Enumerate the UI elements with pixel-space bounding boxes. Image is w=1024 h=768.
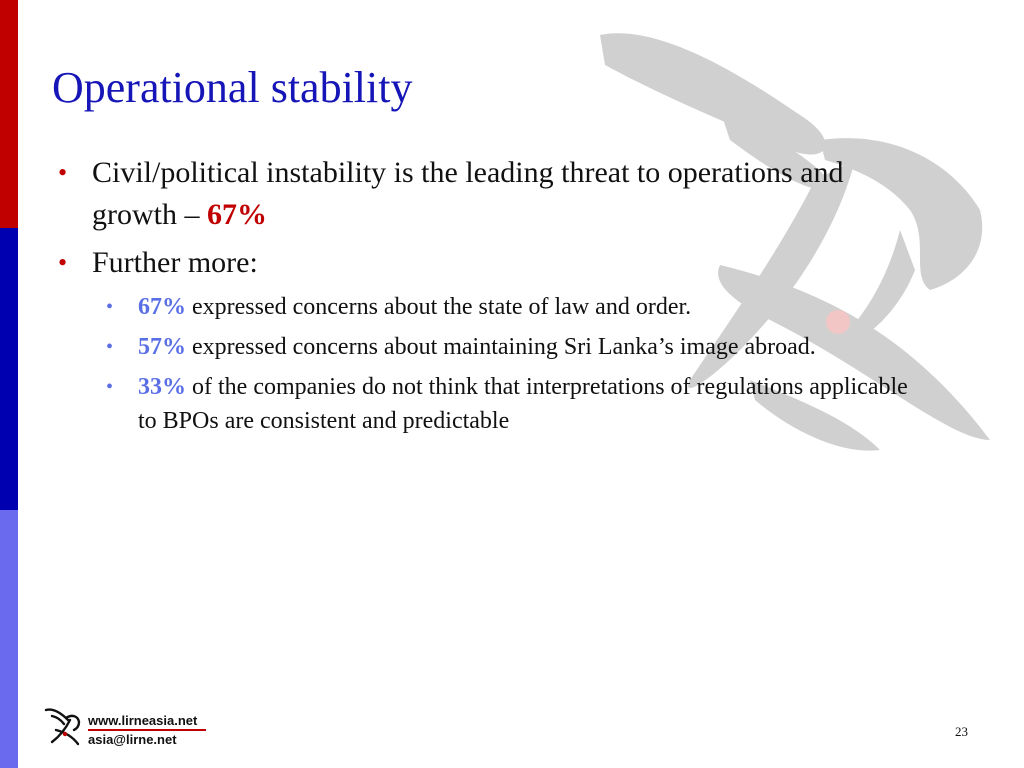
sub-bullet-icon: • — [106, 336, 114, 358]
page-number: 23 — [955, 724, 968, 739]
sub-bullet-item — [58, 330, 928, 364]
bullet-list — [58, 152, 928, 444]
sub-bullet-highlight: 33% — [138, 374, 186, 400]
bullet-item — [58, 152, 928, 236]
lirneasia-logo-icon — [44, 704, 82, 746]
bullet-text: Civil/political instability is the leading threat to operations and growth – — [92, 156, 844, 231]
sub-bullet-text: expressed concerns about maintaining Sri Lanka’s image abroad. — [186, 334, 816, 360]
sub-bullet-list — [58, 290, 928, 438]
bullet-icon: • — [58, 248, 68, 277]
sub-bullet-icon: • — [106, 376, 114, 398]
sub-bullet-text: expressed concerns about the state of law and order. — [186, 294, 692, 320]
side-bar-lightblue — [0, 510, 18, 768]
email-link[interactable]: asia@lirne.net — [88, 732, 177, 747]
bullet-text: Further more: — [92, 246, 258, 279]
slide-title: Operational stability — [52, 63, 413, 112]
sub-bullet-highlight: 57% — [138, 334, 186, 360]
sub-bullet-highlight: 67% — [138, 294, 186, 320]
bullet-highlight: 67% — [207, 198, 267, 231]
sub-bullet-item — [58, 290, 928, 324]
footer-contact — [88, 712, 206, 748]
sub-bullet-item — [58, 370, 928, 438]
side-bar-blue — [0, 228, 18, 510]
side-bar-red — [0, 0, 18, 228]
website-link[interactable]: www.lirneasia.net — [88, 712, 206, 731]
sub-bullet-text: of the companies do not think that interpretations of regulations applicable to BPOs are consistent and predictable — [138, 374, 908, 434]
sub-bullet-icon: • — [106, 296, 114, 318]
bullet-item — [58, 242, 928, 284]
bullet-icon: • — [58, 158, 68, 187]
